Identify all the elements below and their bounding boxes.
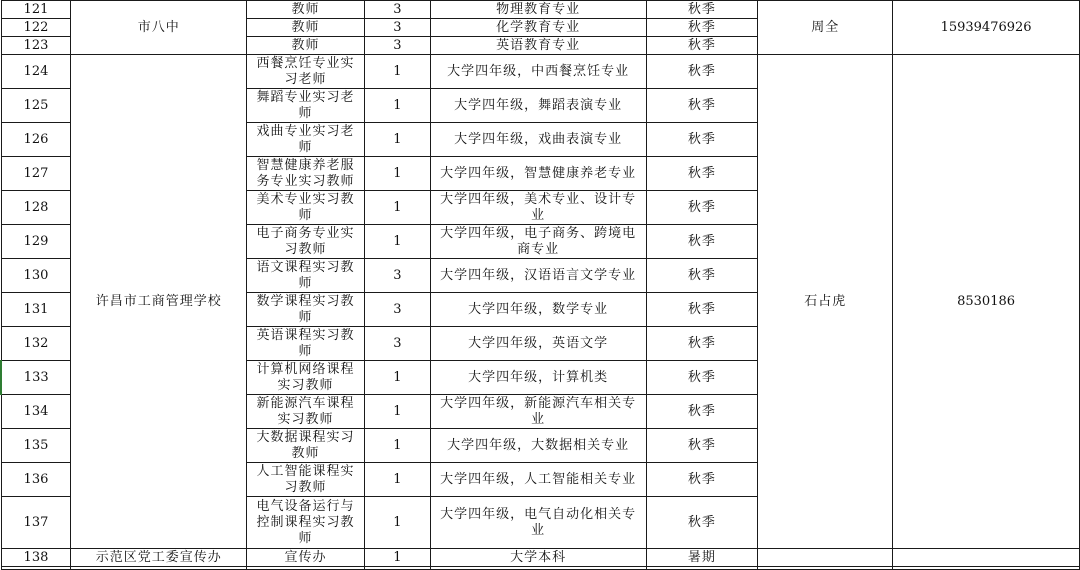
- contact-cell[interactable]: 石占虎: [758, 55, 893, 549]
- count-cell[interactable]: 1: [364, 55, 430, 89]
- table-row: [1, 55, 1080, 89]
- requirement-cell[interactable]: 大学四年级，新能源汽车相关专 业: [430, 395, 646, 429]
- period-cell[interactable]: 秋季: [646, 157, 758, 191]
- phone-cell[interactable]: [893, 549, 1080, 567]
- empty-cell: [646, 567, 758, 570]
- requirement-cell[interactable]: 大学四年级，数学专业: [430, 293, 646, 327]
- requirement-cell[interactable]: 化学教育专业: [430, 19, 646, 37]
- position-cell[interactable]: 西餐烹饪专业实 习老师: [247, 55, 365, 89]
- contact-cell[interactable]: 周全: [758, 1, 893, 55]
- row-number[interactable]: 133: [1, 361, 71, 395]
- period-cell[interactable]: 秋季: [646, 1, 758, 19]
- period-cell[interactable]: 秋季: [646, 463, 758, 497]
- row-number[interactable]: 132: [1, 327, 71, 361]
- count-cell[interactable]: 1: [364, 191, 430, 225]
- requirement-cell[interactable]: 大学四年级，美术专业、设计专 业: [430, 191, 646, 225]
- position-cell[interactable]: 宣传办: [247, 549, 365, 567]
- empty-cell: [758, 567, 893, 570]
- unit-cell[interactable]: 市八中: [71, 1, 247, 55]
- count-cell[interactable]: 3: [364, 327, 430, 361]
- count-cell[interactable]: 3: [364, 259, 430, 293]
- count-cell[interactable]: 1: [364, 395, 430, 429]
- position-cell[interactable]: 智慧健康养老服 务专业实习教师: [247, 157, 365, 191]
- row-number[interactable]: 123: [1, 37, 71, 55]
- row-number[interactable]: 134: [1, 395, 71, 429]
- count-cell[interactable]: 3: [364, 293, 430, 327]
- requirement-cell[interactable]: 大学四年级，中西餐烹饪专业: [430, 55, 646, 89]
- empty-cell: [71, 567, 247, 570]
- count-cell[interactable]: 3: [364, 37, 430, 55]
- row-number[interactable]: 127: [1, 157, 71, 191]
- requirement-cell[interactable]: 大学四年级，英语文学: [430, 327, 646, 361]
- period-cell[interactable]: 秋季: [646, 19, 758, 37]
- period-cell[interactable]: 秋季: [646, 55, 758, 89]
- period-cell[interactable]: 秋季: [646, 225, 758, 259]
- period-cell[interactable]: 秋季: [646, 429, 758, 463]
- position-cell[interactable]: 计算机网络课程 实习教师: [247, 361, 365, 395]
- position-cell[interactable]: 美术专业实习教 师: [247, 191, 365, 225]
- requirement-cell[interactable]: 大学四年级，计算机类: [430, 361, 646, 395]
- position-cell[interactable]: 数学课程实习教 师: [247, 293, 365, 327]
- period-cell[interactable]: 秋季: [646, 395, 758, 429]
- count-cell[interactable]: 1: [364, 89, 430, 123]
- phone-cell[interactable]: 8530186: [893, 55, 1080, 549]
- count-cell[interactable]: 1: [364, 497, 430, 549]
- row-number[interactable]: 125: [1, 89, 71, 123]
- position-cell[interactable]: 人工智能课程实 习教师: [247, 463, 365, 497]
- count-cell[interactable]: 1: [364, 361, 430, 395]
- requirement-cell[interactable]: 大学四年级，智慧健康养老专业: [430, 157, 646, 191]
- empty-cell: [893, 567, 1080, 570]
- period-cell[interactable]: 秋季: [646, 259, 758, 293]
- count-cell[interactable]: 1: [364, 225, 430, 259]
- requirement-cell[interactable]: 大学四年级，汉语语言文学专业: [430, 259, 646, 293]
- requirement-cell[interactable]: 大学四年级，电气自动化相关专 业: [430, 497, 646, 549]
- requirement-cell[interactable]: 大学四年级，人工智能相关专业: [430, 463, 646, 497]
- position-cell[interactable]: 大数据课程实习 教师: [247, 429, 365, 463]
- count-cell[interactable]: 1: [364, 123, 430, 157]
- count-cell[interactable]: 3: [364, 1, 430, 19]
- period-cell[interactable]: 秋季: [646, 123, 758, 157]
- row-number[interactable]: 130: [1, 259, 71, 293]
- position-cell[interactable]: 戏曲专业实习老 师: [247, 123, 365, 157]
- row-number[interactable]: 136: [1, 463, 71, 497]
- unit-cell[interactable]: 示范区党工委宣传办: [71, 549, 247, 567]
- count-cell[interactable]: 1: [364, 549, 430, 567]
- requirement-cell[interactable]: 大学四年级，舞蹈表演专业: [430, 89, 646, 123]
- table-row: [1, 549, 1080, 567]
- unit-cell[interactable]: 许昌市工商管理学校: [71, 55, 247, 549]
- position-cell[interactable]: 舞蹈专业实习老 师: [247, 89, 365, 123]
- position-cell[interactable]: 英语课程实习教 师: [247, 327, 365, 361]
- row-number[interactable]: 137: [1, 497, 71, 549]
- requirement-cell[interactable]: 物理教育专业: [430, 1, 646, 19]
- period-cell[interactable]: 秋季: [646, 327, 758, 361]
- row-number[interactable]: 124: [1, 55, 71, 89]
- row-number[interactable]: 126: [1, 123, 71, 157]
- position-cell[interactable]: 电子商务专业实 习教师: [247, 225, 365, 259]
- position-cell[interactable]: 教师: [247, 37, 365, 55]
- empty-cell: [430, 567, 646, 570]
- position-cell[interactable]: 语文课程实习教 师: [247, 259, 365, 293]
- phone-cell[interactable]: 15939476926: [893, 1, 1080, 55]
- position-cell[interactable]: 教师: [247, 19, 365, 37]
- row-number[interactable]: 122: [1, 19, 71, 37]
- row-number[interactable]: 131: [1, 293, 71, 327]
- count-cell[interactable]: 1: [364, 429, 430, 463]
- requirement-cell[interactable]: 大学四年级，大数据相关专业: [430, 429, 646, 463]
- row-number[interactable]: 138: [1, 549, 71, 567]
- requirement-cell[interactable]: 大学四年级，戏曲表演专业: [430, 123, 646, 157]
- count-cell[interactable]: 1: [364, 463, 430, 497]
- table-row: [1, 1, 1080, 19]
- requirement-cell[interactable]: 英语教育专业: [430, 37, 646, 55]
- period-cell[interactable]: 秋季: [646, 361, 758, 395]
- period-cell[interactable]: 秋季: [646, 497, 758, 549]
- row-number[interactable]: 128: [1, 191, 71, 225]
- row-number[interactable]: 121: [1, 1, 71, 19]
- count-cell[interactable]: 1: [364, 157, 430, 191]
- requirement-cell[interactable]: 大学本科: [430, 549, 646, 567]
- period-cell[interactable]: 暑期: [646, 549, 758, 567]
- position-cell[interactable]: 电气设备运行与 控制课程实习教 师: [247, 497, 365, 549]
- empty-cell: [364, 567, 430, 570]
- row-number[interactable]: 129: [1, 225, 71, 259]
- position-cell[interactable]: 新能源汽车课程 实习教师: [247, 395, 365, 429]
- count-cell[interactable]: 3: [364, 19, 430, 37]
- period-cell[interactable]: 秋季: [646, 89, 758, 123]
- row-number[interactable]: 135: [1, 429, 71, 463]
- period-cell[interactable]: 秋季: [646, 293, 758, 327]
- table-row: [1, 567, 1080, 570]
- empty-cell: [1, 567, 71, 570]
- period-cell[interactable]: 秋季: [646, 37, 758, 55]
- requirement-cell[interactable]: 大学四年级，电子商务、跨境电 商专业: [430, 225, 646, 259]
- period-cell[interactable]: 秋季: [646, 191, 758, 225]
- position-cell[interactable]: 教师: [247, 1, 365, 19]
- empty-cell: [247, 567, 365, 570]
- contact-cell[interactable]: [758, 549, 893, 567]
